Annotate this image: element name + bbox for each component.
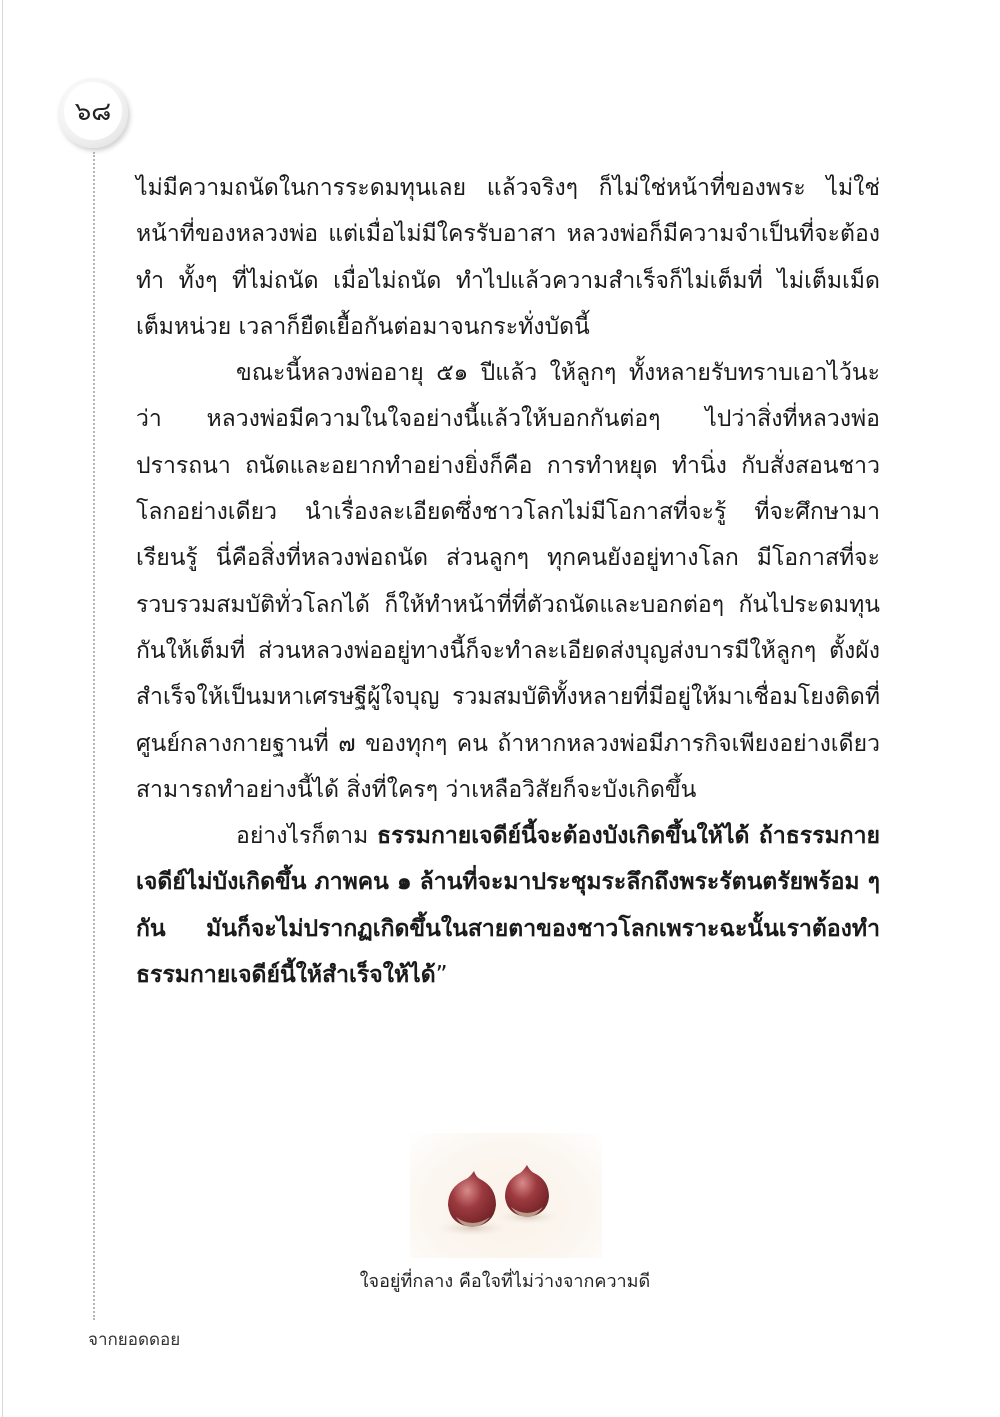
dotted-margin-rule [93,152,95,1320]
paragraph-1: ไม่มีความถนัดในการระดมทุนเลย แล้วจริงๆ ก็ไม่ใช่หน้าที่ของพระ ไม่ใช่หน้าที่ของหลวงพ่อ แต่เมื่อไม่มีใครรับอาสา หลวงพ่อก็มีความจำเป็นที่จะต้องทำ ทั้งๆ ที่ไม่ถนัด เมื่อไม่ถนัด ทำไปแล้วความสำเร็จก็ไม่เต็มที่ ไม่เต็มเม็ดเต็มหน่วย เวลาก็ยืดเยื้อกันต่อมาจนกระทั่งบัดนี้ [136,175,880,340]
two-red-fruits-photo [410,1133,602,1258]
paragraph-3-lead: อย่างไรก็ตาม [236,823,378,850]
left-fruit [448,1171,496,1227]
right-fruit [505,1165,549,1217]
footer-book-title: จากยอดดอย [88,1330,181,1350]
page-number: ๖๘ [74,96,112,127]
closing-quote: ” [435,962,448,989]
body-text [136,165,880,998]
photo-caption: ใจอยู่ที่กลาง คือใจที่ไม่ว่างจากความดี [359,1271,651,1292]
page-number-badge [58,78,128,148]
page-edge-line [2,0,3,1417]
paragraph-3-bold: ธรรมกายเจดีย์นี้จะต้องบังเกิดขึ้นให้ได้ ถ้าธรรมกายเจดีย์ไม่บังเกิดขึ้น ภาพคน ๑ ล้านที่จะมาประชุมระลึกถึงพระรัตนตรัยพร้อม ๆ กัน มันก็จะไม่ปรากฏเกิดขึ้นในสายตาของชาวโลกเพราะฉะนั้นเราต้องทำธรรมกายเจดีย์นี้ให้สำเร็จให้ได้ [136,823,880,989]
fruit-illustration [410,1133,602,1258]
paragraph-2: ขณะนี้หลวงพ่ออายุ ๕๑ ปีแล้ว ให้ลูกๆ ทั้งหลายรับทราบเอาไว้นะว่า หลวงพ่อมีความในใจอย่างนี้แล้วให้บอกกันต่อๆ ไปว่าสิ่งที่หลวงพ่อปรารถนา ถนัดและอยากทำอย่างยิ่งก็คือ การทำหยุด ทำนิ่ง กับสั่งสอนชาวโลกอย่างเดียว นำเรื่องละเอียดซึ่งชาวโลกไม่มีโอกาสที่จะรู้ ที่จะศึกษามาเรียนรู้ นี่คือสิ่งที่หลวงพ่อถนัด ส่วนลูกๆ ทุกคนยังอยู่ทางโลก มีโอกาสที่จะรวบรวมสมบัติทั่วโลกได้ ก็ให้ทำหน้าที่ที่ตัวถนัดและบอกต่อๆ กันไประดมทุนกันให้เต็มที่ ส่วนหลวงพ่ออยู่ทางนี้ก็จะทำละเอียดส่งบุญส่งบารมีให้ลูกๆ ตั้งผังสำเร็จให้เป็นมหาเศรษฐีผู้ใจบุญ รวมสมบัติทั้งหลายที่มีอยู่ให้มาเชื่อมโยงติดที่ศูนย์กลางกายฐานที่ ๗ ของทุกๆ คน ถ้าหากหลวงพ่อมีภารกิจเพียงอย่างเดียวสามารถทำอย่างนี้ได้ สิ่งที่ใครๆ ว่าเหลือวิสัยก็จะบังเกิดขึ้น [136,360,880,803]
paragraph-3 [136,813,880,998]
